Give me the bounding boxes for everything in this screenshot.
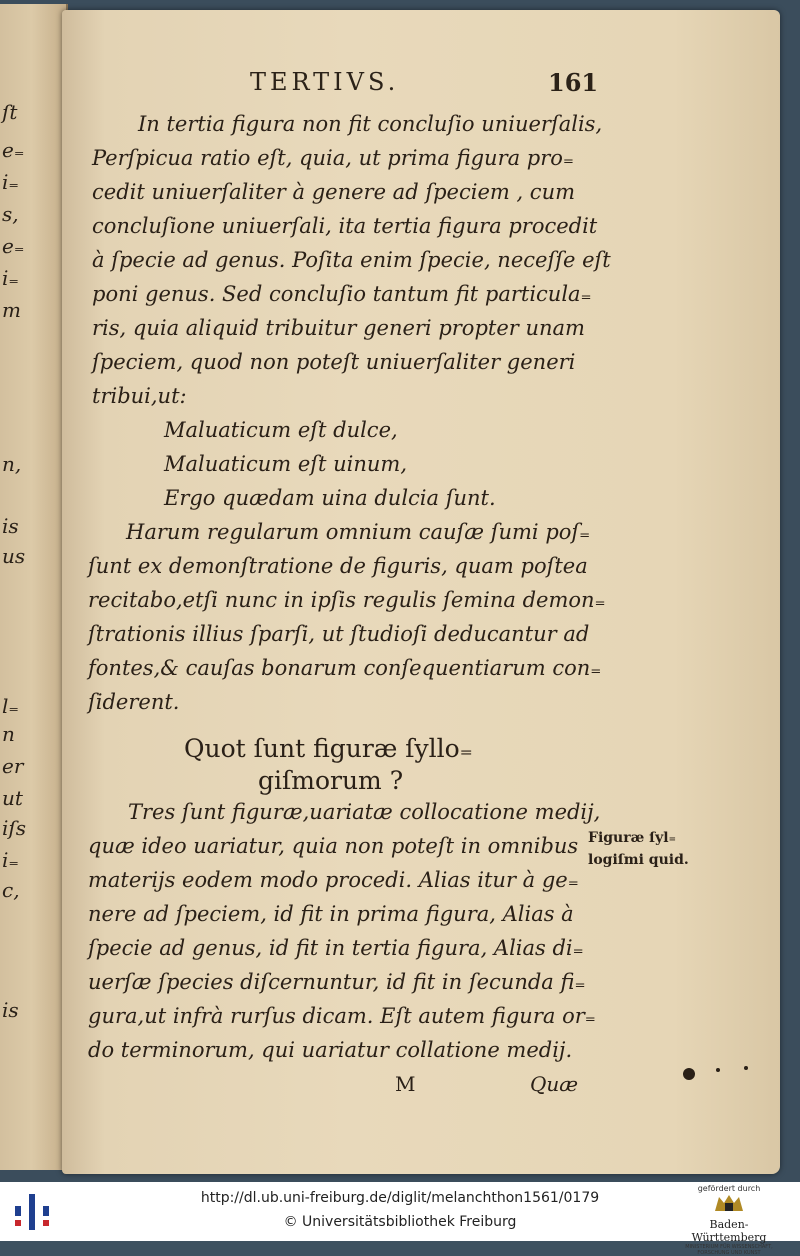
- prev-fragment: e₌: [2, 138, 25, 162]
- prev-fragment: er: [2, 754, 24, 778]
- prev-fragment: is: [2, 514, 19, 538]
- text-line: fontes,& cauſas bonarum conſequentiarum con₌: [88, 656, 602, 680]
- running-title: TERTIVS.: [250, 68, 400, 96]
- text-line: poni genus. Sed concluſio tantum fit particula₌: [92, 282, 592, 306]
- coat-of-arms-icon: [711, 1193, 747, 1213]
- section-heading: giſmorum ?: [258, 766, 404, 795]
- prev-fragment: is: [2, 998, 19, 1022]
- text-line: Tres ſunt figuræ,uariatæ collocatione medij,: [128, 800, 601, 824]
- signature-mark: M: [395, 1072, 416, 1096]
- text-line: recitabo,etſi nunc in ipſis regulis ſemina demon₌: [88, 588, 606, 612]
- text-line: materijs eodem modo procedi. Alias itur à ge₌: [88, 868, 579, 892]
- prev-fragment: i₌: [2, 170, 19, 194]
- text-line: ſiderent.: [88, 690, 180, 714]
- funder-state: Baden-Württemberg: [691, 1218, 767, 1244]
- text-line: nere ad ſpeciem, id fit in prima figura, Alias à: [88, 902, 574, 926]
- margin-note: Figuræ ſyl₌: [588, 830, 676, 846]
- permalink-url[interactable]: http://dl.ub.uni-freiburg.de/diglit/melanchthon1561/0179: [200, 1190, 600, 1206]
- prev-fragment: i₌: [2, 266, 19, 290]
- text-line: ſpeciem, quod non poteſt uniuerſaliter generi: [92, 350, 576, 374]
- prev-fragment: e₌: [2, 234, 25, 258]
- text-line: cedit uniuerſaliter à genere ad ſpeciem , cum: [92, 180, 576, 204]
- margin-note: logiſmi quid.: [588, 852, 689, 868]
- text-line: ſtrationis illius ſparſi, ut ſtudioſi deducantur ad: [88, 622, 590, 646]
- text-line: Harum regularum omnium cauſæ ſumi poſ₌: [126, 520, 591, 544]
- text-line: ſunt ex demonſtratione de figuris, quam poſtea: [88, 554, 588, 578]
- ink-spot: [744, 1066, 748, 1070]
- text-line: quæ ideo uariatur, quia non poteſt in omnibus: [88, 834, 579, 858]
- copyright-notice: © Universitätsbibliothek Freiburg: [283, 1214, 517, 1230]
- text-line: concluſione uniuerſali, ita tertia figura procedit: [92, 214, 598, 238]
- example-line: Ergo quædam uina dulcia ſunt.: [164, 486, 496, 510]
- text-line: ſpecie ad genus, id fit in tertia figura, Alias di₌: [88, 936, 584, 960]
- text-line: Perſpicua ratio eſt, quia, ut prima figura pro₌: [92, 146, 575, 170]
- funder-logo: [674, 1184, 784, 1256]
- catchword: Quæ: [530, 1072, 579, 1096]
- prev-fragment: i₌: [2, 848, 19, 872]
- ink-spot: [683, 1068, 695, 1080]
- section-heading: Quot ſunt figuræ ſyllo₌: [184, 734, 473, 763]
- funder-caption: gefördert durch: [697, 1184, 761, 1193]
- previous-page-edge: [0, 4, 68, 1170]
- prev-fragment: n,: [2, 452, 22, 476]
- prev-fragment: n: [2, 722, 15, 746]
- viewer-footer: [0, 1182, 800, 1256]
- text-line: gura,ut infrà rurſus dicam. Eſt autem figura or₌: [88, 1004, 596, 1028]
- example-line: Maluaticum eſt dulce,: [164, 418, 398, 442]
- prev-fragment: ſt: [2, 100, 18, 124]
- text-line: tribui,ut:: [92, 384, 187, 408]
- prev-fragment: ut: [2, 786, 23, 810]
- prev-fragment: m: [2, 298, 21, 322]
- text-line: à ſpecie ad genus. Poſita enim ſpecie, neceſſe eſt: [92, 248, 611, 272]
- page-number: 161: [548, 68, 599, 97]
- ink-spot: [716, 1068, 720, 1072]
- text-line: In tertia figura non fit concluſio uniuerſalis,: [138, 112, 603, 136]
- prev-fragment: l₌: [2, 694, 19, 718]
- prev-fragment: s,: [2, 202, 19, 226]
- example-line: Maluaticum eſt uinum,: [164, 452, 408, 476]
- prev-fragment: c,: [2, 878, 20, 902]
- text-line: uerſæ ſpecies diſcernuntur, id fit in ſecunda fi₌: [88, 970, 586, 994]
- prev-fragment: iſs: [2, 816, 27, 840]
- prev-fragment: us: [2, 544, 26, 568]
- funder-ministry: MINISTERIUM FÜR WISSENSCHAFT, FORSCHUNG UND KUNST: [685, 1244, 773, 1256]
- text-line: do terminorum, qui uariatur collatione medij.: [88, 1038, 573, 1062]
- text-line: ris, quia aliquid tribuitur generi propter unam: [92, 316, 585, 340]
